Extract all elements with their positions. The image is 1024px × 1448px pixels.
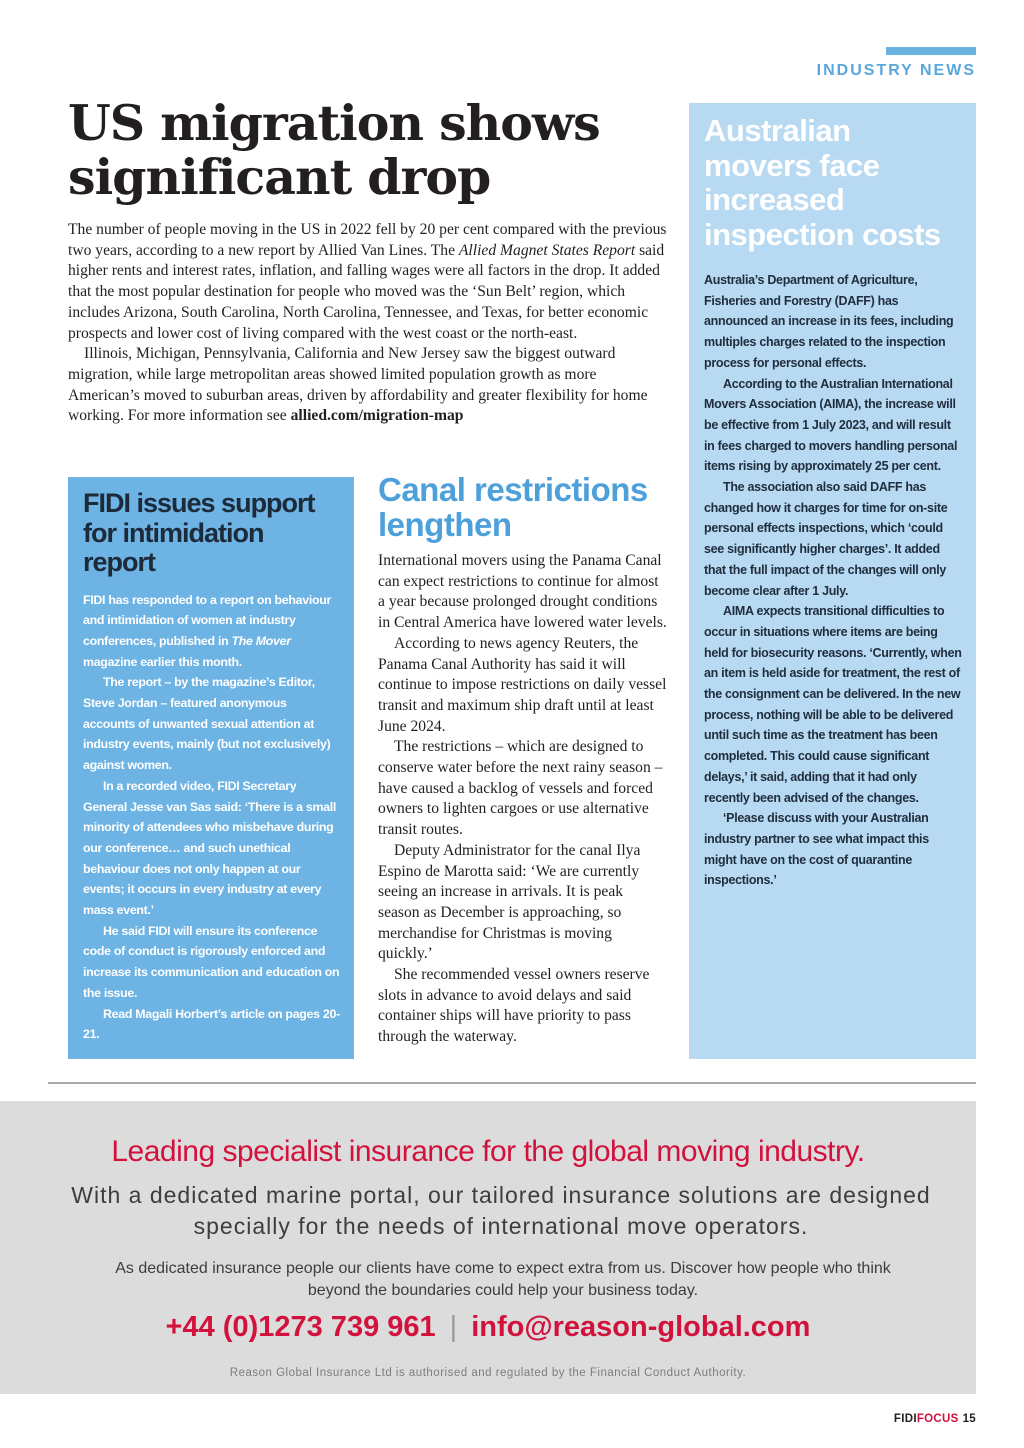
australia-paragraph: Australia’s Department of Agriculture, Fisheries and Forestry (DAFF) has announced an increase in its fees, including multiples charges related to the inspection process for personal effects. (704, 273, 954, 370)
canal-story-title: Canal restrictions lengthen (378, 471, 648, 543)
report-title: Allied Magnet States Report (458, 241, 636, 259)
advert-phone[interactable]: +44 (0)1273 739 961 (165, 1311, 436, 1343)
main-story-paragraph (68, 220, 668, 344)
insurance-advert (0, 1101, 976, 1394)
fidi-paragraph (83, 590, 340, 673)
australia-paragraph: AIMA expects transitional difficulties to occur in situations where items are being held for biosecurity reasons. ‘Currently, when an item is held aside for treatment, the rest of the consignment can be delivered. In the new process, nothing will be able to be delivered until such time as the treatment has been completed. This could cause significant delays,’ it said, adding that it had only recently been advised of the changes. (704, 604, 962, 805)
fidi-story-body (83, 590, 340, 1045)
footer-brand-focus: FOCUS (916, 1413, 959, 1425)
text-run: FIDI has responded to a report on behaviour and intimidation of women at industry conferences, published in (83, 592, 332, 648)
advert-headline: Leading specialist insurance for the global moving industry. (111, 1135, 865, 1168)
canal-paragraph: The restrictions – which are designed to conserve water before the next rainy season – have caused a backlog of vessels and forced owners to lighten cargoes or use alternative transit routes. (378, 738, 663, 839)
text-run: said higher rents and interest rates, inflation, and falling wages were all factors in the drop. It added that the most popular destination for people who moved was the ‘Sun Belt’ region, which includes Arizona, South Carolina, North Carolina, Tennessee, and Texas, for better economic prospects and lower cost of living compared with the west coast or the north-east. (68, 241, 665, 342)
fidi-story-box (68, 477, 354, 1059)
fidi-story-title: FIDI issues support for intimidation report (83, 488, 315, 577)
canal-paragraph: International movers using the Panama Canal can expect restrictions to continue for almost a year because prolonged drought conditions in Central America have lowered water levels. (378, 552, 667, 632)
advert-divider (48, 1082, 976, 1084)
magazine-title: The Mover (231, 633, 291, 648)
contact-separator: | (449, 1311, 458, 1343)
section-label: INDUSTRY NEWS (816, 62, 976, 79)
fidi-paragraph: The report – by the magazine’s Editor, Steve Jordan – featured anonymous accounts of unwanted sexual attention at industry events, mainly (but not exclusively) against women. (83, 675, 331, 773)
advert-subhead: With a dedicated marine portal, our tailored insurance solutions are designed specially for the needs of international move operators. (71, 1182, 931, 1239)
text-run: magazine earlier this month. (83, 654, 242, 669)
section-accent-bar (886, 47, 976, 55)
advert-legal-note: Reason Global Insurance Ltd is authorised and regulated by the Financial Conduct Authority. (229, 1367, 747, 1379)
canal-paragraph: Deputy Administrator for the canal Ilya Espino de Marotta said: ‘We are currently seeing an increase in arrivals. It is peak season as December is approaching, so merchandise for Christmas is moving quickly.’ (378, 841, 641, 963)
australia-paragraph: ‘Please discuss with your Australian industry partner to see what impact this might have on the cost of quarantine inspections.’ (704, 811, 929, 888)
main-story-body (68, 220, 668, 427)
canal-paragraph: According to news agency Reuters, the Panama Canal Authority has said it will continue to impose restrictions on daily vessel transit and maximum ship draft until at least June 2024. (378, 634, 667, 735)
page-footer (894, 1413, 976, 1425)
main-headline: US migration shows significant drop (68, 94, 600, 206)
text-run: The number of people moving in the US in 2022 fell by 20 per cent compared with the previous two years, according to a new report by Allied Van Lines. The (68, 221, 667, 259)
australia-story-title: Australian movers face increased inspection costs (704, 113, 941, 252)
canal-story-body (378, 551, 668, 1048)
advert-contact (0, 1311, 976, 1344)
main-story-paragraph (68, 344, 668, 427)
fidi-paragraph: He said FIDI will ensure its conference code of conduct is rigorously enforced and increase its communication and education on the issue. (83, 923, 340, 1000)
australia-story-box (689, 103, 976, 1059)
text-run: Illinois, Michigan, Pennsylvania, California and New Jersey saw the biggest outward migration, while large metropolitan areas showed limited population growth as more American’s moved to suburban areas, driven by affordability and greater flexibility for home working. For more information see (68, 345, 648, 425)
advert-body: As dedicated insurance people our clients have come to expect extra from us. Discover how people who think beyond the boundaries could help your business today. (115, 1260, 891, 1299)
canal-paragraph: She recommended vessel owners reserve slots in advance to avoid delays and said container ships will have priority to pass through the waterway. (378, 966, 650, 1046)
fidi-paragraph: Read Magali Horbert’s article on pages 20-21. (83, 1006, 340, 1042)
story-link[interactable]: allied.com/migration-map (290, 407, 464, 425)
australia-paragraph: The association also said DAFF has changed how it charges for time for on-site personal effects inspections, which ‘could see significantly higher charges’. It added that the full impact of the changes will only become clear after 1 July. (704, 480, 948, 598)
advert-email[interactable]: info@reason-global.com (471, 1311, 811, 1343)
fidi-paragraph: In a recorded video, FIDI Secretary General Jesse van Sas said: ‘There is a small minority of attendees who misbehave during our conference… and such unethical behaviour does not only happen at our events; it occurs in every industry at every mass event.’ (83, 778, 337, 918)
australia-paragraph: According to the Australian International Movers Association (AIMA), the increase will be effective from 1 July 2023, and will result in fees charged to movers handling personal items rising by approximately 25 per cent. (704, 376, 958, 474)
page-number: 15 (962, 1413, 976, 1425)
australia-story-body (704, 270, 962, 891)
footer-brand-fidi: FIDI (893, 1413, 917, 1425)
